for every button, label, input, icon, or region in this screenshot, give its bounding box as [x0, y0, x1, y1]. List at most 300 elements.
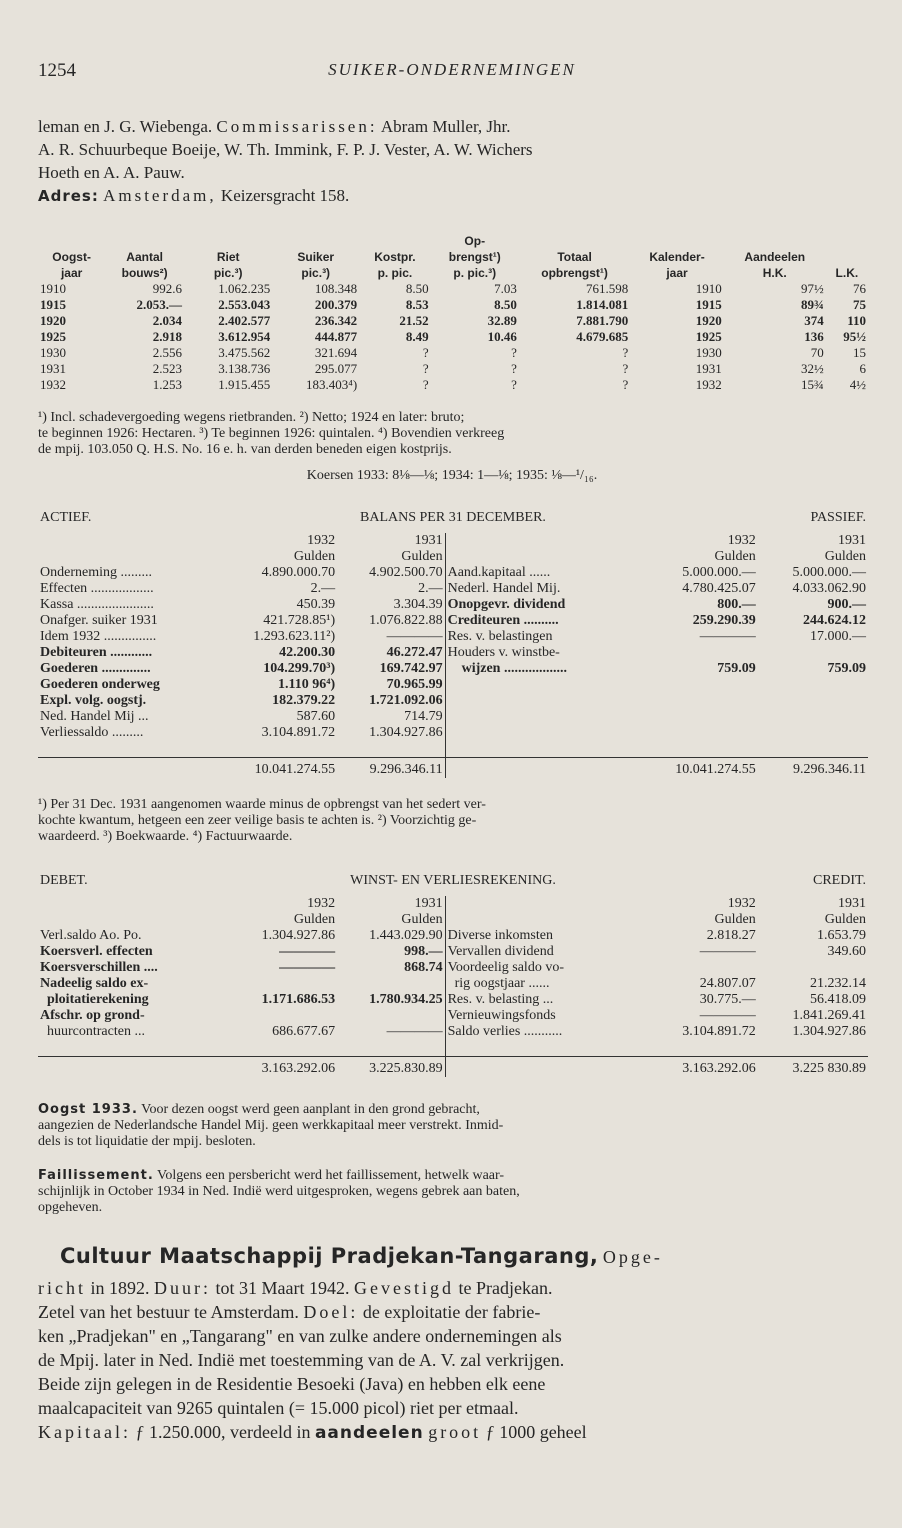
fin-row — [38, 976, 868, 992]
cultuur-line-4: ken „Pradjekan" en „Tangarang" en van zulke andere ondernemingen als — [38, 1326, 562, 1346]
year-col-2: 1931 — [414, 896, 443, 911]
production-cell: 4½ — [849, 377, 866, 392]
year-col-2: 1931 — [414, 533, 443, 548]
actief-value-1931: 3.304.39 — [393, 597, 443, 612]
passief-label: Res. v. belastingen — [445, 629, 636, 645]
spacer-cell — [636, 741, 757, 758]
credit-value-1932: 24.807.07 — [699, 976, 756, 991]
spacer-cell — [636, 1040, 757, 1057]
production-cell: 2.553.043 — [218, 297, 271, 312]
production-header-cell: Riet pic.³) — [213, 250, 243, 280]
spacer-cell — [445, 1040, 636, 1057]
actief-value-1932: 2.— — [310, 581, 336, 596]
production-row — [38, 345, 868, 361]
faillissement-line-2: schijnlijk in October 1934 in Ned. Indië werd uitgesproken, wegens gebrek aan baten, — [38, 1184, 520, 1199]
page-number: 1254 — [38, 60, 76, 81]
credit-label: Diverse inkomsten — [445, 928, 636, 944]
passief-value-1932: 800.— — [717, 597, 756, 612]
balans-center-title: BALANS PER 31 DECEMBER. — [360, 510, 546, 525]
production-cell: 89¾ — [801, 297, 824, 312]
production-cell: ? — [422, 345, 429, 360]
actief-label: Idem 1932 ............... — [40, 629, 157, 644]
production-cell: 1.814.081 — [576, 297, 629, 312]
header-spacer — [445, 549, 636, 565]
production-cell: 7.881.790 — [576, 313, 629, 328]
cultuur-line-3: Zetel van het bestuur te Amsterdam. Doel: de exploitatie der fabrie- — [38, 1302, 541, 1322]
debet-value-1931: 998.— — [404, 944, 443, 959]
production-header-cell: L.K. — [835, 266, 859, 280]
spacer-cell — [38, 1040, 216, 1057]
production-cell: 3.138.736 — [218, 361, 271, 376]
year-col-1: Gulden — [293, 912, 336, 927]
winst-table — [38, 896, 868, 1077]
production-cell: 2.918 — [152, 329, 183, 344]
year-col-2: Gulden — [401, 912, 443, 927]
passief-value-1932 — [636, 693, 757, 709]
header-spacer — [445, 912, 636, 928]
passief-value-1932 — [636, 725, 757, 741]
credit-value-1931: 1.304.927.86 — [792, 1024, 866, 1039]
credit-value-1931: 1.841.269.41 — [792, 1008, 866, 1023]
fin-header-row — [38, 533, 868, 549]
cultuur-line-5: de Mpij. later in Ned. Indië met toestemming van de A. V. zal verkrijgen. — [38, 1350, 565, 1370]
credit-value-1932: 3.104.891.72 — [682, 1024, 756, 1039]
debet-label: Verl.saldo Ao. Po. — [40, 928, 142, 943]
fin-spacer-row — [38, 741, 868, 758]
actief-label: Goederen onderweg — [40, 677, 160, 692]
running-title: SUIKER-ONDERNEMINGEN — [328, 60, 576, 79]
production-header-cell: Kostpr. p. pic. — [374, 250, 416, 280]
year-col-1: 1932 — [727, 533, 756, 548]
production-cell: 1931 — [695, 361, 722, 376]
actief-value-1932: 42.200.30 — [279, 645, 336, 660]
cultuur-line-2: richt in 1892. Duur: tot 31 Maart 1942. Gevestigd te Pradjekan. — [38, 1278, 553, 1298]
actief-value-1932: 104.299.70³) — [263, 661, 336, 676]
actief-label: Kassa ...................... — [40, 597, 154, 612]
debet-value-1932: 1.304.927.86 — [261, 928, 336, 943]
production-cell: 136 — [804, 329, 824, 344]
production-cell: 1932 — [695, 377, 722, 392]
header-spacer — [38, 912, 216, 928]
credit-value-1931: 349.60 — [827, 944, 866, 959]
production-table — [38, 233, 868, 393]
fin-row — [38, 677, 868, 693]
actief-value-1931: 70.965.99 — [386, 677, 443, 692]
oogst-line-3: dels is tot liquidatie der mpij. besloten. — [38, 1134, 256, 1149]
fin-row — [38, 565, 868, 581]
total-right-1932: 10.041.274.55 — [636, 758, 757, 779]
balans-right-title: PASSIEF. — [810, 510, 866, 525]
winst-right-title: CREDIT. — [812, 873, 866, 888]
production-cell: 236.342 — [314, 313, 358, 328]
passief-value-1931: 4.033.062.90 — [792, 581, 866, 596]
production-row — [38, 281, 868, 297]
header-spacer — [38, 896, 216, 912]
year-col-2: Gulden — [401, 549, 443, 564]
debet-value-1932: ———— — [279, 944, 336, 959]
total-left-1932: 3.163.292.06 — [216, 1057, 337, 1078]
balans-footnote-2: kochte kwantum, hetgeen een zeer veilige basis te achten is. ²) Voorzichtig ge- — [38, 813, 477, 828]
production-row — [38, 297, 868, 313]
production-row — [38, 329, 868, 345]
debet-label: Afschr. op grond- — [40, 1008, 145, 1023]
spacer-cell — [758, 1040, 868, 1057]
actief-value-1932: 182.379.22 — [272, 693, 336, 708]
debet-label: Koersverl. effecten — [40, 944, 153, 959]
passief-value-1932 — [636, 645, 757, 661]
production-cell: 10.46 — [487, 329, 517, 344]
page-header — [38, 60, 866, 84]
winst-titles — [38, 873, 868, 889]
actief-value-1931: 46.272.47 — [386, 645, 443, 660]
intro-line-2: A. R. Schuurbeque Boeije, W. Th. Immink, F. P. J. Vester, A. W. Wichers — [38, 140, 533, 159]
total-left-1932: 10.041.274.55 — [216, 758, 337, 779]
production-cell: 2.523 — [152, 361, 183, 376]
actief-value-1931: 1.076.822.88 — [369, 613, 443, 628]
actief-label: Onafger. suiker 1931 — [40, 613, 158, 628]
year-col-1: Gulden — [714, 912, 756, 927]
debet-value-1931: 1.780.934.25 — [369, 992, 443, 1007]
production-cell: 1925 — [695, 329, 722, 344]
year-col-1: 1932 — [727, 896, 756, 911]
debet-value-1932: 1.171.686.53 — [261, 992, 336, 1007]
year-col-1: Gulden — [293, 549, 336, 564]
passief-value-1931: 759.09 — [827, 661, 866, 676]
production-cell: 295.077 — [314, 361, 358, 376]
year-col-1: 1932 — [307, 896, 336, 911]
cultuur-title-line: Cultuur Maatschappij Pradjekan-Tangarang, Opge- — [60, 1244, 663, 1268]
credit-value-1932: ———— — [699, 1008, 756, 1023]
koersen-line: Koersen 1933: 8⅛—⅛; 1934: 1—⅛; 1935: ⅛—¹/₁₆. — [306, 468, 598, 483]
production-footnote-2: te beginnen 1926: Hectaren. ³) Te beginnen 1926: quintalen. ⁴) Bovendien verkreeg — [38, 426, 505, 441]
credit-label: Res. v. belasting ... — [445, 992, 636, 1008]
production-cell: 8.50 — [405, 281, 429, 296]
production-cell: 992.6 — [152, 281, 183, 296]
credit-label: Saldo verlies ........... — [445, 1024, 636, 1040]
production-row — [38, 313, 868, 329]
fin-row — [38, 1008, 868, 1024]
production-cell: 200.379 — [314, 297, 358, 312]
credit-label: rig oogstjaar ...... — [445, 976, 636, 992]
credit-value-1931: 56.418.09 — [810, 992, 866, 1007]
production-cell: 6 — [859, 361, 866, 376]
winst-center-title: WINST- EN VERLIESREKENING. — [350, 873, 556, 888]
cultuur-line-7: maalcapaciteit van 9265 quintalen (= 15.000 picol) riet per etmaal. — [38, 1398, 519, 1418]
fin-row — [38, 992, 868, 1008]
header-spacer — [38, 549, 216, 565]
production-cell: 21.52 — [399, 313, 429, 328]
credit-value-1932: ———— — [699, 944, 756, 959]
passief-value-1931 — [758, 725, 868, 741]
debet-value-1931: 868.74 — [404, 960, 443, 975]
total-left-1931: 9.296.346.11 — [337, 758, 445, 779]
passief-value-1931 — [758, 677, 868, 693]
fin-row — [38, 645, 868, 661]
production-cell: 70 — [810, 345, 824, 360]
debet-value-1931 — [337, 1008, 445, 1024]
production-cell: 1925 — [40, 329, 66, 344]
production-cell: 2.034 — [152, 313, 183, 328]
fin-spacer-row — [38, 1040, 868, 1057]
production-cell: 1.915.455 — [218, 377, 271, 392]
debet-value-1931: ———— — [386, 1024, 443, 1039]
debet-value-1932: ———— — [279, 960, 336, 975]
balans-titles — [38, 510, 868, 526]
passief-label: Onopgevr. dividend — [445, 597, 636, 613]
actief-label: Effecten .................. — [40, 581, 154, 596]
actief-value-1932: 587.60 — [296, 709, 336, 724]
spacer-cell — [337, 1040, 445, 1057]
production-cell: 97½ — [801, 281, 824, 296]
production-cell: ? — [511, 361, 517, 376]
header-spacer — [445, 896, 636, 912]
actief-value-1931: 1.721.092.06 — [369, 693, 443, 708]
production-cell: 3.475.562 — [218, 345, 271, 360]
debet-label: Koersverschillen .... — [40, 960, 158, 975]
balans-table — [38, 533, 868, 778]
fin-row — [38, 960, 868, 976]
year-col-1: 1932 — [307, 533, 336, 548]
production-cell: 8.53 — [405, 297, 429, 312]
fin-row — [38, 693, 868, 709]
fin-total-row — [38, 1057, 868, 1078]
actief-value-1931: 169.742.97 — [379, 661, 443, 676]
actief-value-1932: 4.890.000.70 — [261, 565, 336, 580]
actief-value-1931: ———— — [386, 629, 443, 644]
passief-label — [445, 709, 636, 725]
actief-label: Onderneming ......... — [40, 565, 152, 580]
production-cell: 183.403⁴) — [306, 377, 358, 392]
passief-label: Crediteuren .......... — [445, 613, 636, 629]
total-spacer — [445, 758, 636, 779]
debet-value-1932 — [216, 976, 337, 992]
production-cell: 1930 — [40, 345, 66, 360]
production-cell: 15 — [853, 345, 866, 360]
address-line: Adres: Amsterdam, Keizersgracht 158. — [38, 186, 350, 205]
passief-value-1931: 900.— — [827, 597, 866, 612]
production-cell: 32½ — [801, 361, 824, 376]
production-cell: 15¾ — [801, 377, 824, 392]
credit-value-1932: 2.818.27 — [706, 928, 756, 943]
total-right-1932: 3.163.292.06 — [636, 1057, 757, 1078]
faillissement-line-3: opgeheven. — [38, 1200, 103, 1215]
production-header-cell: Oogst- jaar — [52, 250, 91, 280]
actief-value-1932: 1.110 96⁴) — [278, 677, 336, 692]
production-row — [38, 361, 868, 377]
total-right-1931: 3.225 830.89 — [758, 1057, 868, 1078]
passief-label: wijzen .................. — [445, 661, 636, 677]
fin-row — [38, 709, 868, 725]
production-cell: 8.49 — [405, 329, 429, 344]
passief-value-1931 — [758, 709, 868, 725]
year-col-2: 1931 — [838, 533, 866, 548]
production-cell: ? — [622, 361, 629, 376]
actief-value-1931: 714.79 — [404, 709, 443, 724]
oogst-line-2: aangezien de Nederlandsche Handel Mij. geen werkkapitaal meer verstrekt. Inmid- — [38, 1118, 504, 1133]
spacer-cell — [216, 741, 337, 758]
balans-footnote-1: ¹) Per 31 Dec. 1931 aangenomen waarde minus de opbrengst van het sedert ver- — [38, 797, 486, 812]
total-spacer — [445, 1057, 636, 1078]
passief-value-1932 — [636, 709, 757, 725]
debet-label: Nadeelig saldo ex- — [40, 976, 149, 991]
passief-label: Nederl. Handel Mij. — [445, 581, 636, 597]
passief-value-1931 — [758, 645, 868, 661]
passief-value-1932: ———— — [699, 629, 756, 644]
debet-value-1931 — [337, 976, 445, 992]
debet-label: ploitatierekening — [40, 992, 149, 1007]
actief-label: Debiteuren ............ — [40, 645, 153, 660]
production-cell: 2.402.577 — [218, 313, 271, 328]
production-cell: 1920 — [695, 313, 722, 328]
spacer-cell — [445, 741, 636, 758]
production-cell: 761.598 — [586, 281, 629, 296]
spacer-cell — [337, 741, 445, 758]
total-spacer — [38, 1057, 216, 1078]
cultuur-line-6: Beide zijn gelegen in de Residentie Besoeki (Java) en hebben elk eene — [38, 1374, 546, 1394]
fin-row — [38, 928, 868, 944]
credit-label: Vernieuwingsfonds — [445, 1008, 636, 1024]
debet-value-1932: 686.677.67 — [272, 1024, 336, 1039]
production-cell: 1915 — [40, 297, 66, 312]
balans-footnote-3: waardeerd. ³) Boekwaarde. ⁴) Factuurwaarde. — [38, 829, 293, 844]
debet-value-1932 — [216, 1008, 337, 1024]
faillissement-label: Faillissement. — [38, 1168, 154, 1183]
faillissement-line-1: Faillissement. Volgens een persbericht werd het faillissement, hetwelk waar- — [38, 1168, 505, 1183]
production-cell: 1920 — [40, 313, 66, 328]
passief-label: Aand.kapitaal ...... — [445, 565, 636, 581]
credit-value-1931: 1.653.79 — [817, 928, 866, 943]
actief-value-1932: 3.104.891.72 — [261, 725, 336, 740]
spacer-cell — [216, 1040, 337, 1057]
production-cell: 2.053.— — [136, 297, 183, 312]
passief-value-1932: 259.290.39 — [692, 613, 756, 628]
credit-value-1932: 30.775.— — [699, 992, 756, 1007]
production-cell: ? — [622, 377, 629, 392]
credit-value-1932 — [636, 960, 757, 976]
credit-value-1931: 21.232.14 — [810, 976, 866, 991]
actief-value-1931: 1.304.927.86 — [369, 725, 443, 740]
header-spacer — [445, 533, 636, 549]
production-cell: 32.89 — [487, 313, 517, 328]
production-header-cell: Totaal opbrengst¹) — [541, 250, 608, 280]
actief-label: Expl. volg. oogstj. — [40, 693, 147, 708]
passief-value-1931: 5.000.000.— — [792, 565, 866, 580]
year-col-1: Gulden — [714, 549, 756, 564]
fin-row — [38, 597, 868, 613]
passief-label — [445, 677, 636, 693]
production-cell: 3.612.954 — [218, 329, 271, 344]
production-cell: 374 — [804, 313, 824, 328]
production-header-cell: Aantal bouws²) — [121, 250, 168, 280]
fin-header-row — [38, 896, 868, 912]
production-cell: 1.253 — [152, 377, 183, 392]
actief-label: Goederen .............. — [40, 661, 151, 676]
passief-label: Houders v. winstbe- — [445, 645, 636, 661]
production-cell: 4.679.685 — [576, 329, 629, 344]
credit-label: Voordeelig saldo vo- — [445, 960, 636, 976]
production-cell: 7.03 — [494, 281, 517, 296]
passief-label — [445, 693, 636, 709]
fin-row — [38, 944, 868, 960]
fin-total-row — [38, 758, 868, 779]
production-cell: 1931 — [40, 361, 66, 376]
actief-label: Verliessaldo ......... — [40, 725, 144, 740]
oogst-line-1: Oogst 1933. Voor dezen oogst werd geen aanplant in den grond gebracht, — [38, 1102, 480, 1117]
production-cell: 108.348 — [314, 281, 358, 296]
production-row — [38, 377, 868, 393]
production-cell: 110 — [847, 313, 866, 328]
production-header-cell: Suiker pic.³) — [297, 250, 335, 280]
production-cell: 1910 — [40, 281, 66, 296]
passief-label — [445, 725, 636, 741]
passief-value-1931: 17.000.— — [810, 629, 866, 644]
passief-value-1932: 5.000.000.— — [682, 565, 756, 580]
actief-value-1932: 1.293.623.11²) — [253, 629, 336, 644]
total-left-1931: 3.225.830.89 — [337, 1057, 445, 1078]
debet-label: huurcontracten ... — [40, 1024, 145, 1039]
balans-left-title: ACTIEF. — [40, 510, 92, 525]
fin-row — [38, 581, 868, 597]
intro-line-3: Hoeth en A. A. Pauw. — [38, 163, 185, 182]
production-footnote-3: de mpij. 103.050 Q. H.S. No. 16 e. h. van derden beneden eigen kostprijs. — [38, 442, 452, 457]
production-cell: 1910 — [695, 281, 722, 296]
address-label: Adres: — [38, 187, 99, 205]
actief-label: Ned. Handel Mij ... — [40, 709, 149, 724]
actief-value-1931: 2.— — [418, 581, 443, 596]
production-header-cell: Op- brengst¹) p. pic.³) — [448, 234, 501, 280]
passief-value-1932 — [636, 677, 757, 693]
oogst-label: Oogst 1933. — [38, 1102, 138, 1117]
production-cell: 76 — [853, 281, 866, 296]
fin-row — [38, 613, 868, 629]
year-col-2: 1931 — [838, 896, 866, 911]
production-cell: 321.694 — [314, 345, 358, 360]
spacer-cell — [758, 741, 868, 758]
actief-value-1931: 4.902.500.70 — [369, 565, 443, 580]
production-header-cell: Aandeelen H.K. — [744, 250, 806, 280]
passief-value-1932: 759.09 — [717, 661, 756, 676]
production-cell: 1.062.235 — [218, 281, 271, 296]
production-cell: 95½ — [843, 329, 866, 344]
intro-line-1: leman en J. G. Wiebenga. Commissarissen: Abram Muller, Jhr. — [38, 117, 511, 136]
production-cell: ? — [422, 377, 429, 392]
production-cell: ? — [422, 361, 429, 376]
credit-label: Vervallen dividend — [445, 944, 636, 960]
production-cell: 75 — [853, 297, 866, 312]
production-cell: 444.877 — [314, 329, 358, 344]
fin-header-row — [38, 549, 868, 565]
total-right-1931: 9.296.346.11 — [758, 758, 868, 779]
actief-value-1932: 421.728.85¹) — [263, 613, 336, 628]
fin-row — [38, 661, 868, 677]
passief-value-1932: 4.780.425.07 — [682, 581, 756, 596]
production-cell: 1932 — [40, 377, 66, 392]
cultuur-line-8: Kapitaal: ƒ 1.250.000, verdeeld in aandeelen groot ƒ 1000 geheel — [38, 1422, 587, 1443]
debet-value-1931: 1.443.029.90 — [369, 928, 443, 943]
production-header-cell: Kalender- jaar — [649, 250, 705, 280]
production-cell: 1930 — [695, 345, 722, 360]
year-col-2: Gulden — [824, 549, 866, 564]
year-col-2: Gulden — [824, 912, 866, 927]
total-spacer — [38, 758, 216, 779]
spacer-cell — [38, 741, 216, 758]
production-footnote-1: ¹) Incl. schadevergoeding wegens rietbranden. ²) Netto; 1924 en later: bruto; — [38, 410, 465, 425]
fin-row — [38, 1024, 868, 1040]
winst-left-title: DEBET. — [40, 873, 88, 888]
fin-header-row — [38, 912, 868, 928]
actief-value-1932: 450.39 — [296, 597, 336, 612]
production-cell: ? — [622, 345, 629, 360]
